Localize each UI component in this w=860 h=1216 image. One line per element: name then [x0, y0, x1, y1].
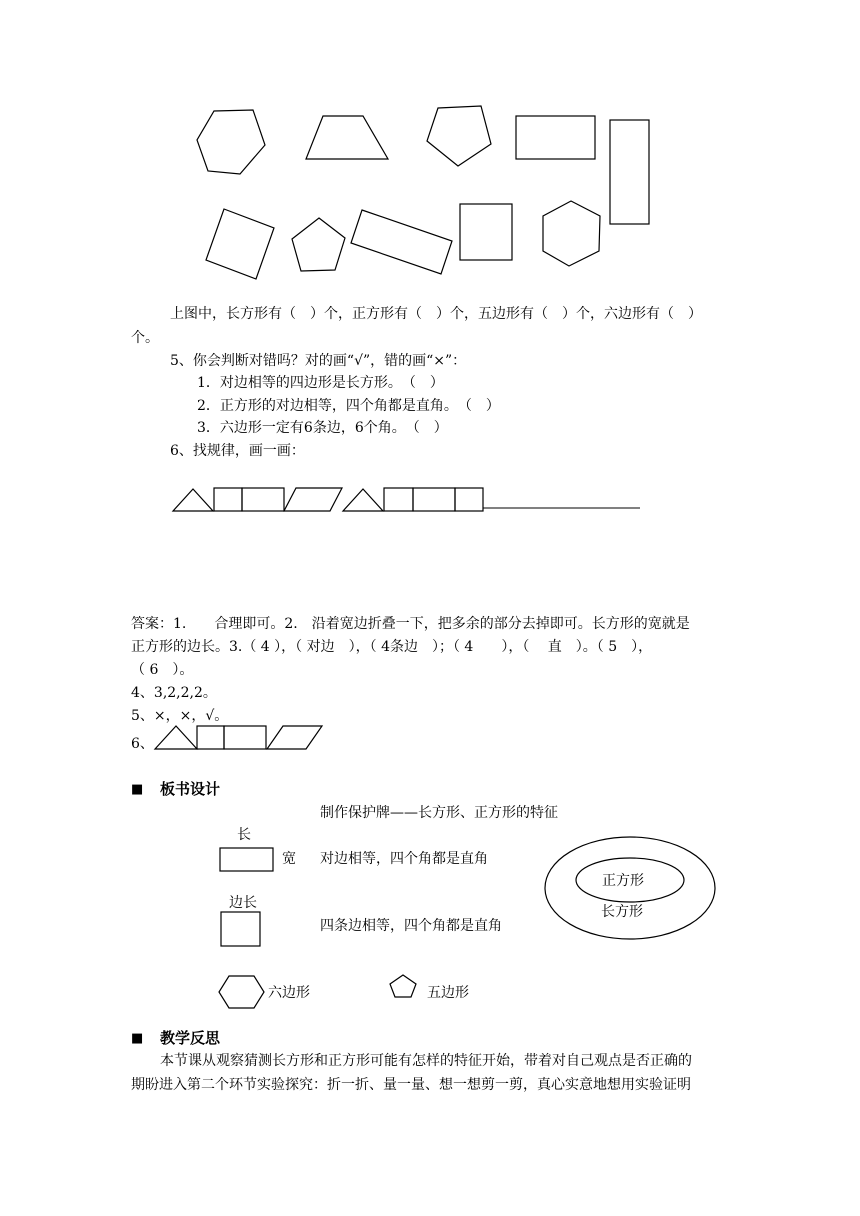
answer-line-4: 4、3,2,2,2。	[131, 685, 217, 701]
board-pentagon	[390, 975, 416, 997]
answer-line-5: 5、×，×，√。	[131, 708, 229, 724]
reflection-heading: 教学反思	[160, 1029, 221, 1047]
inner-ellipse-label: 正方形	[602, 873, 644, 889]
q5-item-1: 1．对边相等的四边形是长方形。 （ ）	[197, 375, 444, 391]
square-side-label: 边长	[229, 895, 257, 911]
q5-item-3: 3．六边形一定有6条边，6个角。 （ ）	[197, 420, 448, 436]
q5-item-2: 2．正方形的对边相等，四个角都是直角。 （ ）	[197, 398, 500, 414]
answer-line-1: 答案：1. 合理即可。2. 沿着宽边折叠一下，把多余的部分去掉即可。长方形的宽就是	[131, 616, 690, 632]
q6-title: 6、找规律，画一画：	[170, 443, 305, 459]
answer-line-6-label: 6、	[131, 736, 154, 752]
square-description: 四条边相等，四个角都是直角	[320, 918, 502, 934]
hexagon-label: 六边形	[268, 985, 310, 1001]
board-heading: 板书设计	[160, 780, 221, 798]
q4-line-2: 个。	[131, 330, 159, 346]
board-square	[221, 912, 260, 946]
board-title: 制作保护牌——长方形、正方形的特征	[320, 805, 558, 821]
reflection-line-2: 期盼进入第二个环节实验探究：折一折、量一量、想一想剪一剪，真心实意地想用实验证明	[131, 1077, 691, 1093]
board-hexagon	[219, 976, 264, 1008]
q5-title: 5、你会判断对错吗？对的画“√”，错的画“×”：	[170, 353, 467, 369]
rect-description: 对边相等，四个角都是直角	[320, 851, 488, 867]
rect-width-label: 宽	[282, 851, 296, 867]
pentagon-label: 五边形	[427, 985, 469, 1001]
board-bullet: ■	[131, 782, 144, 797]
board-rectangle	[220, 848, 273, 871]
answer-line-2: 正方形的边长。3.（ 4 ），（ 对边 ），（ 4条边 ）；（ 4 ），（ 直 ）。（ 5 ），	[131, 639, 653, 655]
q4-line-1: 上图中，长方形有（ ）个，正方形有（ ）个，五边形有（ ）个，六边形有（ ）	[170, 306, 702, 322]
reflection-bullet: ■	[131, 1031, 144, 1046]
answer-line-3: （ 6 ）。	[131, 662, 194, 678]
reflection-line-1: 本节课从观察猜测长方形和正方形可能有怎样的特征开始，带着对自己观点是否正确的	[160, 1053, 692, 1069]
outer-ellipse-label: 长方形	[601, 904, 643, 920]
rect-length-label: 长	[237, 827, 251, 843]
